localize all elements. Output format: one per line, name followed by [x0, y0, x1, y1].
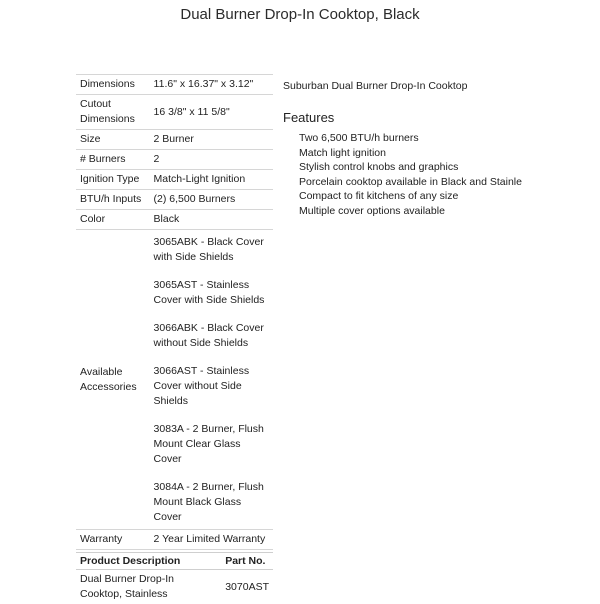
spec-row-color [76, 210, 273, 230]
accessory-list [150, 230, 273, 530]
parts-table [76, 552, 273, 604]
spec-row-cutout [76, 95, 273, 130]
product-description: Suburban Dual Burner Drop-In Cooktop [283, 80, 600, 92]
column-header-description: Product Description [76, 553, 221, 570]
feature-item: • Match light ignition [299, 146, 600, 161]
product-info [283, 80, 600, 219]
spec-label: # Burners [76, 150, 150, 170]
spec-label: Color [76, 210, 150, 230]
feature-item: • Porcelain cooktop available in Black and Stainle [299, 175, 600, 190]
accessory-item: 3084A - 2 Burner, Flush Mount Black Glass Cover [154, 480, 269, 525]
page-title: Dual Burner Drop-In Cooktop, Black [0, 6, 600, 23]
spec-label: Dimensions [76, 75, 150, 95]
spec-label: Size [76, 130, 150, 150]
spec-value: 2 Year Limited Warranty [150, 530, 273, 550]
spec-label: Warranty [76, 530, 150, 550]
accessory-item: 3083A - 2 Burner, Flush Mount Clear Glass Cover [154, 422, 269, 467]
spec-row-size [76, 130, 273, 150]
spec-row-burners [76, 150, 273, 170]
spec-table [76, 74, 273, 550]
spec-label: Cutout Dimensions [76, 95, 150, 130]
spec-value: Black [150, 210, 273, 230]
spec-label: Ignition Type [76, 170, 150, 190]
spec-value: 2 [150, 150, 273, 170]
column-header-part-no: Part No. [221, 553, 273, 570]
feature-item: • Multiple cover options available [299, 204, 600, 219]
spec-row-dimensions [76, 75, 273, 95]
spec-row-warranty [76, 530, 273, 550]
part-number: 3070AST [221, 570, 273, 604]
feature-item: • Compact to fit kitchens of any size [299, 189, 600, 204]
spec-row-ignition [76, 170, 273, 190]
feature-item: • Two 6,500 BTU/h burners [299, 131, 600, 146]
accessory-item: 3066ABK - Black Cover without Side Shields [154, 321, 269, 351]
spec-row-btu [76, 190, 273, 210]
features-list [283, 131, 600, 219]
table-row [76, 570, 273, 604]
accessory-item: 3065ABK - Black Cover with Side Shields [154, 235, 269, 265]
spec-row-accessories [76, 230, 273, 530]
spec-value: Match-Light Ignition [150, 170, 273, 190]
spec-value: (2) 6,500 Burners [150, 190, 273, 210]
part-description: Dual Burner Drop-In Cooktop, Stainless [76, 570, 221, 604]
spec-label: Available Accessories [76, 230, 150, 530]
spec-value: 11.6" x 16.37" x 3.12" [150, 75, 273, 95]
accessory-item: 3065AST - Stainless Cover with Side Shields [154, 278, 269, 308]
feature-item: • Stylish control knobs and graphics [299, 160, 600, 175]
spec-value: 2 Burner [150, 130, 273, 150]
spec-label: BTU/h Inputs [76, 190, 150, 210]
features-heading: Features [283, 110, 600, 125]
parts-header-row [76, 553, 273, 570]
accessory-item: 3066AST - Stainless Cover without Side Shields [154, 364, 269, 409]
spec-value: 16 3/8" x 11 5/8" [150, 95, 273, 130]
